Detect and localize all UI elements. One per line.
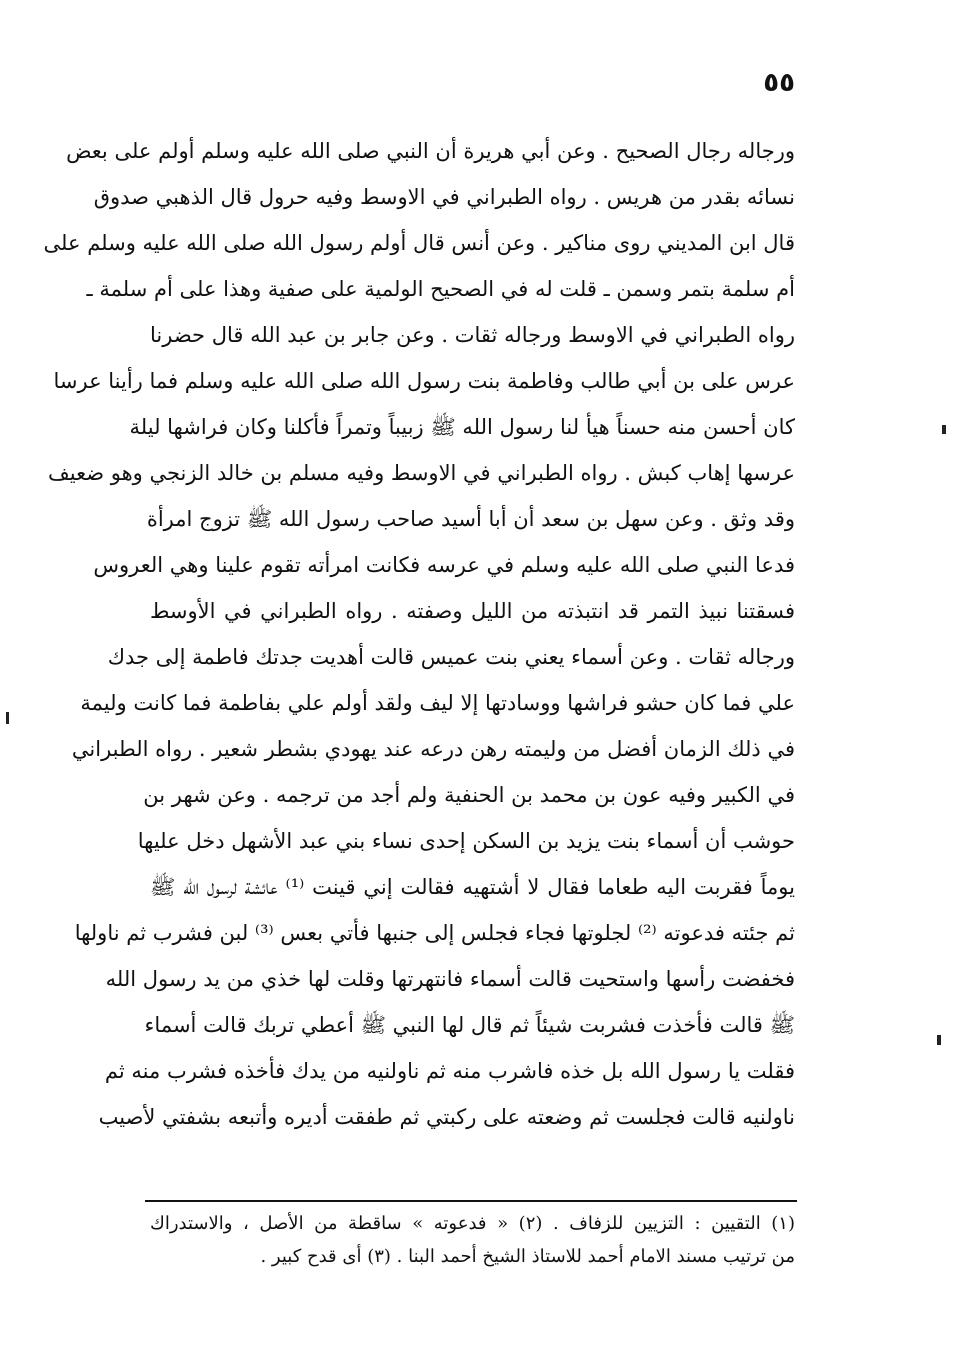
text-line: فقلت يا رسول الله بل خذه فاشرب منه ثم ناولنيه من يدك فأخذه فشرب منه ثم bbox=[104, 1059, 795, 1083]
footnotes bbox=[150, 1207, 795, 1273]
text-line: عرسها إهاب كبش . رواه الطبراني في الاوسط وفيه مسلم بن خالد الزنجي وهو ضعيف bbox=[48, 461, 795, 485]
scan-mark bbox=[942, 425, 946, 434]
text-line: عرس على بن أبي طالب وفاطمة بنت رسول الله صلى الله عليه وسلم فما رأينا عرسا bbox=[53, 369, 795, 393]
text-line: في ذلك الزمان أفضل من وليمته رهن درعه عند يهودي بشطر شعير . رواه الطبراني bbox=[71, 737, 795, 761]
text-line: يوماً فقربت اليه طعاما فقال لا أشتهيه فقالت إني قينت ⁽¹⁾ عائشة لرسول الله ﷺ bbox=[150, 875, 795, 899]
text-line: ورجاله ثقات . وعن أسماء يعني بنت عميس قالت أهديت جدتك فاطمة إلى جدك bbox=[107, 645, 795, 669]
text-line: وقد وثق . وعن سهل بن سعد أن أبا أسيد صاحب رسول الله ﷺ تزوج امرأة bbox=[146, 507, 795, 531]
text-line: ورجاله رجال الصحيح . وعن أبي هريرة أن النبي صلى الله عليه وسلم أولم على بعض bbox=[66, 139, 795, 163]
text-line: ثم جئته فدعوته ⁽²⁾ لجلوتها فجاء فجلس إلى جنبها فأتي بعس ⁽³⁾ لبن فشرب ثم ناولها bbox=[74, 921, 795, 945]
text-line: أم سلمة بتمر وسمن ـ قلت له في الصحيح الولمية على صفية وهذا على أم سلمة ـ bbox=[86, 277, 795, 301]
text-line: علي فما كان حشو فراشها ووسادتها إلا ليف ولقد أولم علي بفاطمة فما كانت وليمة bbox=[80, 691, 795, 715]
text-line: رواه الطبراني في الاوسط ورجاله ثقات . وعن جابر بن عبد الله قال حضرنا bbox=[150, 323, 795, 347]
text-line: ﷺ قالت فأخذت فشربت شيئاً ثم قال لها النبي ﷺ أعطي تربك قالت أسماء bbox=[144, 1013, 795, 1037]
page-number: ٥٥ bbox=[763, 68, 795, 98]
text-line: حوشب أن أسماء بنت يزيد بن السكن إحدى نساء بني عبد الأشهل دخل عليها bbox=[137, 829, 795, 853]
text-line: فخفضت رأسها واستحيت قالت أسماء فانتهرتها وقلت لها خذي من يد رسول الله bbox=[105, 967, 795, 991]
scan-mark bbox=[937, 1035, 941, 1045]
text-line: نسائه بقدر من هريس . رواه الطبراني في الاوسط وفيه حرول قال الذهبي صدوق bbox=[93, 185, 795, 209]
footnote-line: (١) التقيين : التزيين للزفاف . (٢) « فدعوته » ساقطة من الأصل ، والاستدراك bbox=[150, 1213, 795, 1234]
text-line: قال ابن المديني روى مناكير . وعن أنس قال أولم رسول الله صلى الله عليه وسلم على bbox=[43, 231, 795, 255]
text-line: كان أحسن منه حسناً هيأ لنا رسول الله ﷺ زبيباً وتمراً فأكلنا وكان فراشها ليلة bbox=[129, 415, 795, 439]
text-line: في الكبير وفيه عون بن محمد بن الحنفية ولم أجد من ترجمه . وعن شهر بن bbox=[143, 783, 795, 807]
scan-mark bbox=[6, 712, 9, 724]
footnote-line: من ترتيب مسند الامام أحمد للاستاذ الشيخ أحمد البنا . (٣) أى قدح كبير . bbox=[260, 1246, 795, 1267]
text-line: فدعا النبي صلى الله عليه وسلم في عرسه فكانت امرأته تقوم علينا وهي العروس bbox=[93, 553, 795, 577]
footnote-divider bbox=[145, 1200, 797, 1202]
text-line: ناولنيه قالت فجلست ثم وضعته على ركبتي ثم طفقت أديره وأتبعه بشفتي لأصيب bbox=[98, 1105, 795, 1129]
text-line: فسقتنا نبيذ التمر قد انتبذته من الليل وصفته . رواه الطبراني في الأوسط bbox=[150, 599, 795, 623]
body-text bbox=[43, 128, 795, 1129]
